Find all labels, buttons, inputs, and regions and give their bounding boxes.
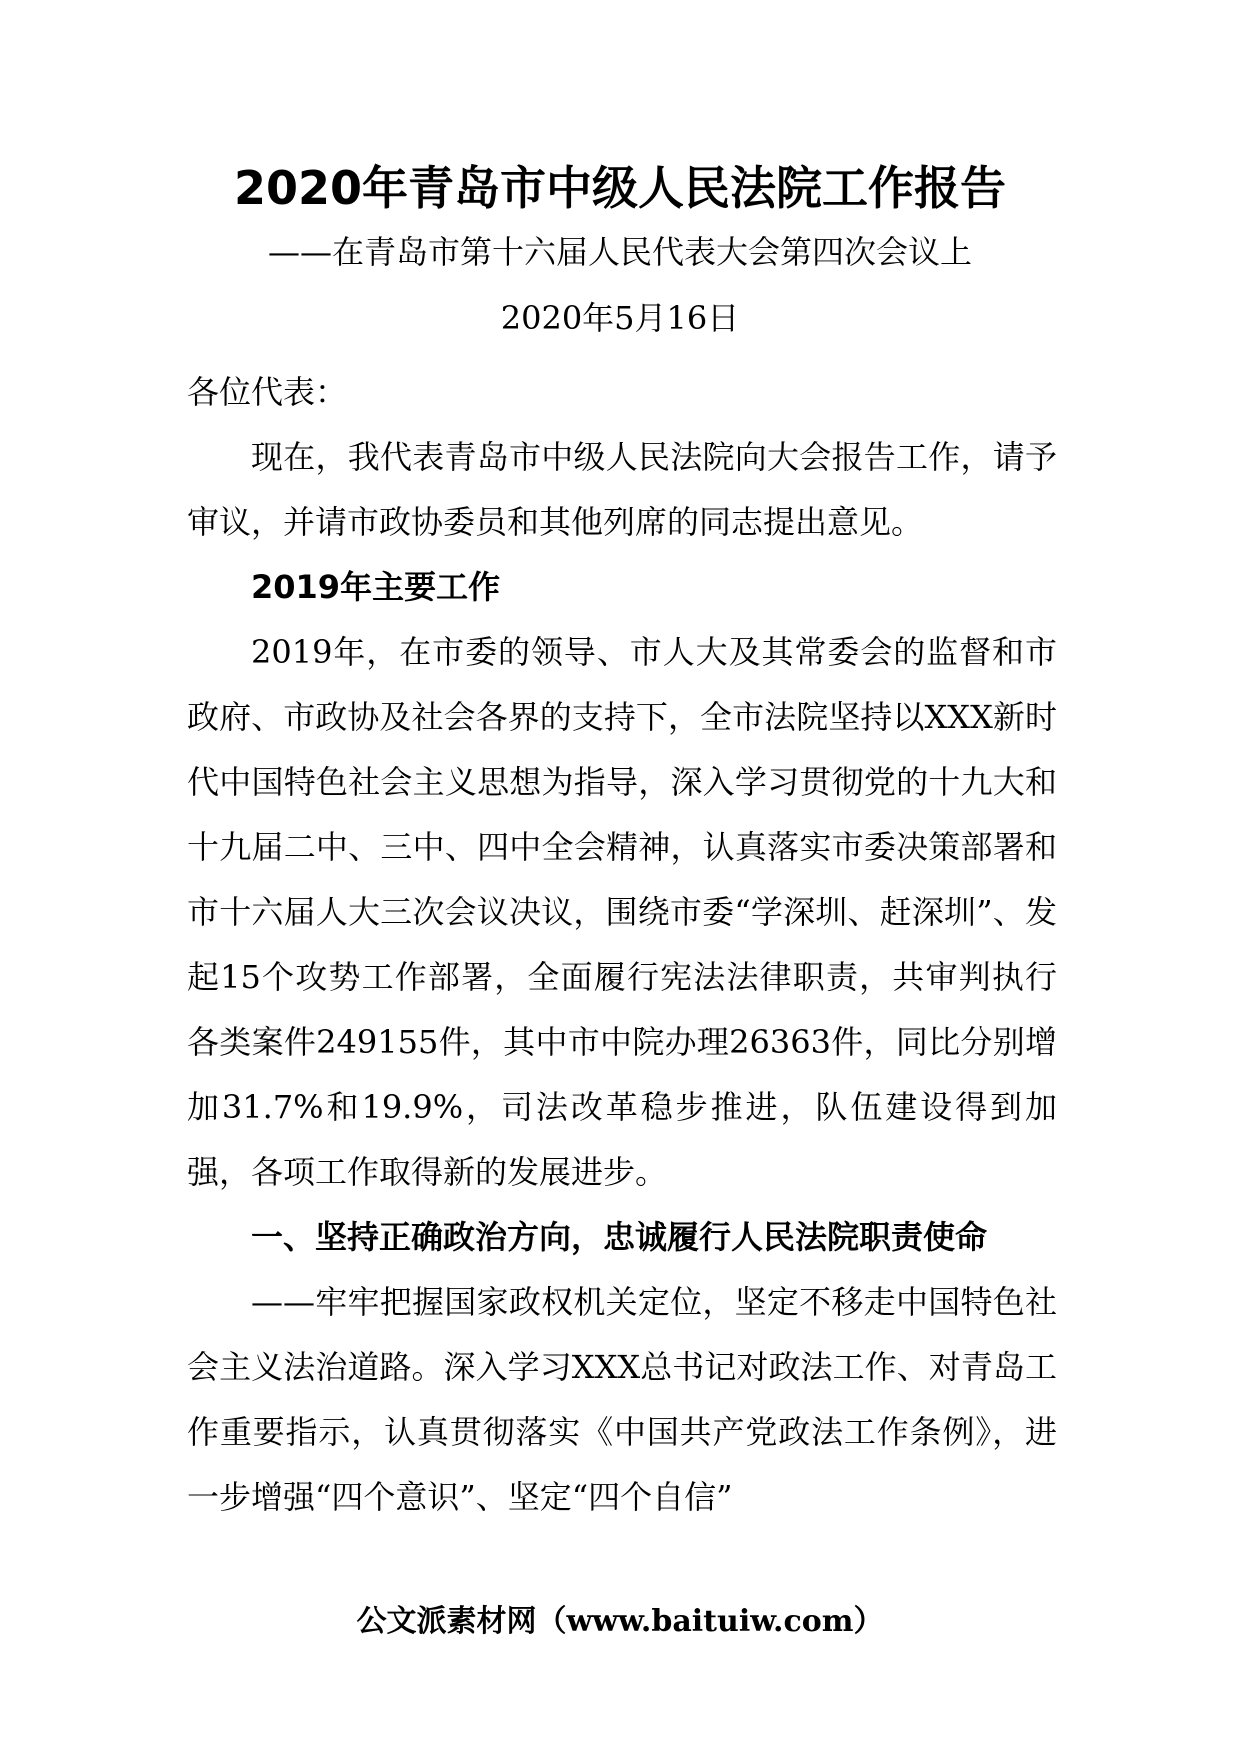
part-one-paragraph: ——牢牢把握国家政权机关定位，坚定不移走中国特色社会主义法治道路。深入学习XXX总书记对政法工作、对青岛工作重要指示，认真贯彻落实《中国共产党政法工作条例》，进一步增强“四个意识”、坚定“四个自信” — [187, 1283, 1057, 1516]
summary-paragraph: 2019年，在市委的领导、市人大及其常委会的监督和市政府、市政协及社会各界的支持下，全市法院坚持以XXX新时代中国特色社会主义思想为指导，深入学习贯彻党的十九大和十九届二中、三中、四中全会精神，认真落实市委决策部署和市十六届人大三次会议决议，围绕市委“学深圳、赶深圳”、发起15个攻势工作部署，全面履行宪法法律职责，共审判执行各类案件249155件，其中市中院办理26363件，同比分别增加31.7%和19.9%，司法改革稳步推进，队伍建设得到加强，各项工作取得新的发展进步。 — [187, 633, 1057, 1191]
intro-paragraph: 现在，我代表青岛市中级人民法院向大会报告工作，请予审议，并请市政协委员和其他列席的同志提出意见。 — [187, 438, 1057, 541]
document-subtitle: ——在青岛市第十六届人民代表大会第四次会议上 — [267, 233, 972, 271]
document-body — [187, 360, 1057, 1530]
section-heading: 2019年主要工作 — [251, 568, 501, 606]
footer-watermark: 公文派素材网（www.baituiw.com） — [356, 1604, 884, 1639]
document-title: 2020年青岛市中级人民法院工作报告 — [233, 161, 1007, 215]
salutation: 各位代表： — [187, 373, 348, 411]
document-date: 2020年5月16日 — [500, 299, 740, 337]
part-one-heading: 一、坚持正确政治方向，忠诚履行人民法院职责使命 — [251, 1218, 988, 1256]
